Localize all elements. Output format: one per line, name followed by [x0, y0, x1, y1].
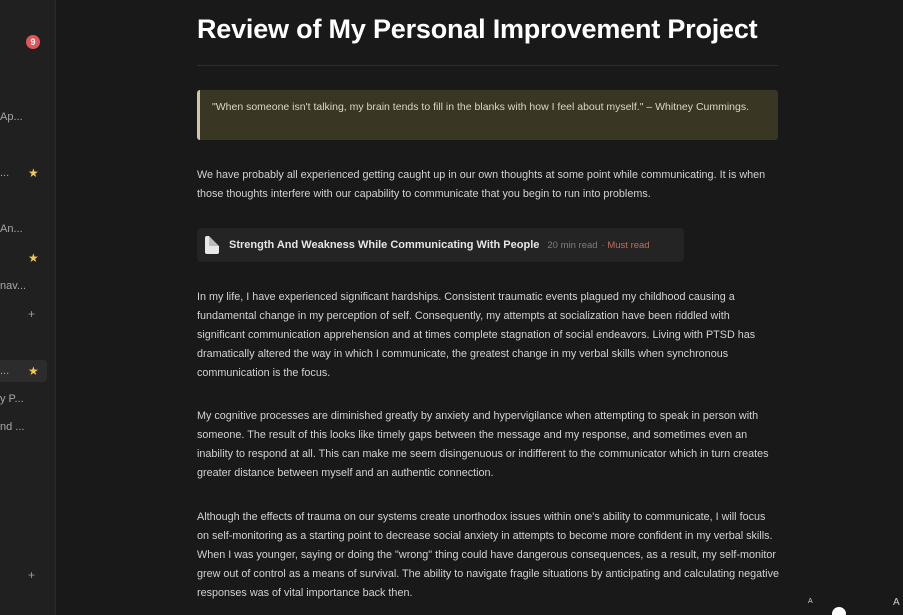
sidebar-item-label: ... [0, 167, 10, 179]
body-paragraph[interactable]: In my life, I have experienced significant hardships. Consistent traumatic events plagued my childhood causing a fundamental change in my perception of self. Consequently, my attempts at socialization have been riddled with significant communication apprehension and at times complete stagnation of social endeavors. Living with PTSD has dramatically altered the way in which I communicate, the greatest change in my verbal skills when synchronous communication is the focus. [197, 291, 756, 379]
sidebar-item[interactable] [0, 162, 55, 184]
quote-callout[interactable]: "When someone isn't talking, my brain tends to fill in the blanks with how I feel about myself." – Whitney Cummings. [197, 90, 778, 140]
sidebar-item[interactable] [0, 218, 55, 240]
notification-badge[interactable]: 9 [26, 35, 40, 49]
divider [197, 65, 778, 66]
sidebar-item-label: y P... [0, 393, 24, 405]
intro-paragraph[interactable]: We have probably all experienced getting caught up in our own thoughts at some point while communicating. It is when those thoughts interfere with our capability to communicate that you begin to run into problems. [197, 169, 766, 200]
sidebar-item-label: Ap... [0, 111, 23, 123]
font-size-slider-handle[interactable] [832, 607, 846, 615]
sidebar-item[interactable] [0, 106, 55, 128]
sidebar-item-label: ... [0, 365, 10, 377]
linked-page-card[interactable] [197, 228, 684, 262]
sidebar-item[interactable] [0, 388, 55, 410]
star-icon[interactable]: ★ [28, 166, 39, 180]
body-paragraph[interactable]: Although the effects of trauma on our systems create unorthodox issues within one's ability to communicate, I will focus on self-monitoring as a starting point to decrease social anxiety in attempts to become more confident in my verbal skills. When I was younger, saying or doing the "wrong" thing could have dangerous consequences, as a result, my self-monitor grew out of control as a means of survival. The ability to navigate fragile situations by anticipating and calculating negative responses was of vital importance back then. [197, 511, 779, 599]
body-paragraph[interactable]: My cognitive processes are diminished greatly by anxiety and hypervigilance when attempting to speak in person with someone. The result of this looks like timely gaps between the message and my response, and sometimes even an inability to respond at all. This can make me seem disingenuous or indifferent to the communicator which in turn creates greater distance between myself and an authentic connection. [197, 410, 769, 479]
linked-page-tag: · Must read [601, 239, 650, 251]
sidebar-item-active[interactable] [0, 360, 47, 382]
star-icon[interactable]: ★ [28, 364, 39, 378]
sidebar-item[interactable] [0, 416, 55, 438]
sidebar-item-label: nd ... [0, 421, 25, 433]
plus-icon[interactable]: + [28, 568, 36, 582]
font-size-small-label: A [808, 598, 813, 605]
document-icon [205, 236, 219, 254]
sidebar-item[interactable] [0, 275, 55, 297]
font-size-large-label: A [893, 597, 900, 608]
sidebar-item-label: nav... [0, 280, 27, 292]
sidebar [0, 0, 56, 615]
linked-page-read-time: 20 min read [547, 239, 598, 251]
sidebar-add-item[interactable] [0, 564, 55, 586]
star-icon[interactable]: ★ [28, 251, 39, 265]
sidebar-item-label: An... [0, 223, 23, 235]
page-title[interactable]: Review of My Personal Improvement Project [197, 14, 758, 44]
sidebar-add-item[interactable] [0, 303, 55, 325]
plus-icon[interactable]: + [28, 307, 36, 321]
sidebar-item[interactable] [0, 247, 55, 269]
linked-page-title: Strength And Weakness While Communicating With People [229, 239, 540, 251]
